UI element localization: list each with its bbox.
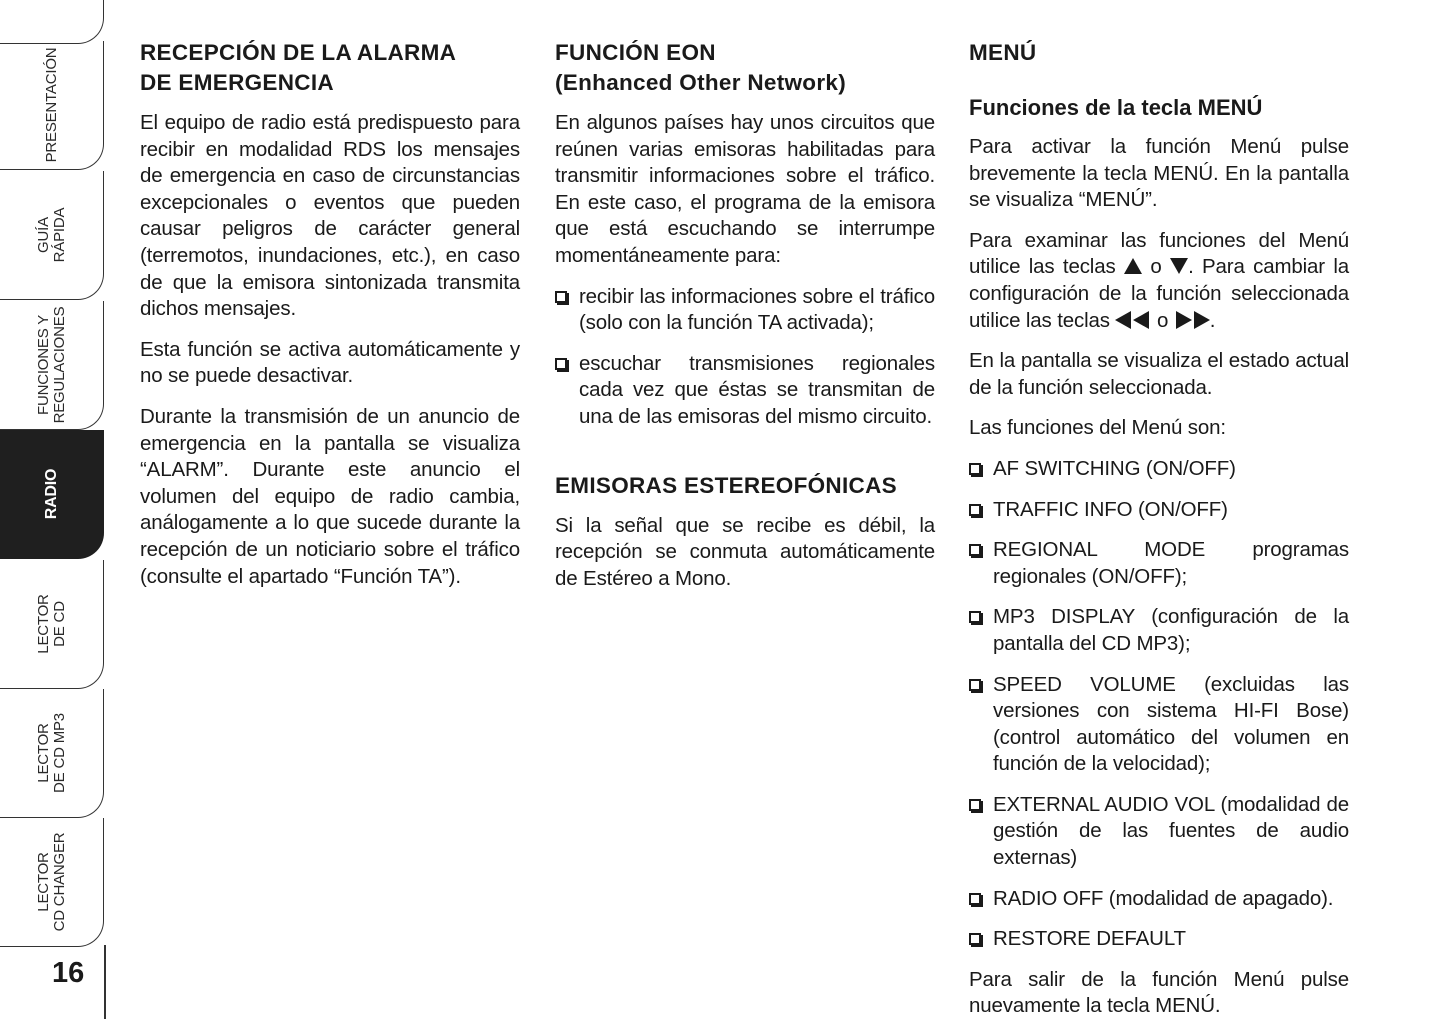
tab-stub	[0, 0, 104, 44]
paragraph: Durante la transmisión de un anuncio de emergencia en la pantalla se visualiza “ALARM”. Durante este anuncio el volumen del equipo de radio cambia, análogamente a lo que sucede durante la recepción de un noticiario sobre el tráfico (consulte el apartado “Función TA”).	[140, 404, 520, 588]
menu-list-item: RESTORE DEFAULT	[969, 926, 1349, 953]
paragraph: Si la señal que se recibe es débil, la recepción se conmuta automáticamente de Estéreo a Mono.	[555, 513, 935, 590]
column-emergency-alarm	[140, 38, 520, 590]
page-number: 16	[52, 957, 85, 989]
tab-lector-cd-mp3[interactable]	[0, 689, 104, 818]
rewind-arrow-icon	[1115, 311, 1131, 329]
down-arrow-icon	[1170, 258, 1188, 274]
checkbox-bullet-icon	[969, 799, 981, 811]
checkbox-bullet-icon	[969, 544, 981, 556]
tab-lector-cd[interactable]	[0, 560, 104, 689]
tab-presentacion[interactable]	[0, 41, 104, 170]
title-line-2: DE EMERGENCIA	[140, 70, 334, 95]
forward-arrow-icon	[1194, 311, 1210, 329]
rewind-arrow-icon	[1133, 311, 1149, 329]
tab-lector-cd-changer[interactable]	[0, 818, 104, 947]
menu-list-item: AF SWITCHING (ON/OFF)	[969, 456, 1349, 483]
menu-list-item: SPEED VOLUME (excluidas las versiones con sistema HI-FI Bose) (control automático del volumen en función de la velocidad);	[969, 672, 1349, 778]
paragraph: En algunos países hay unos circuitos que reúnen varias emisoras habilitadas para transmitir informaciones sobre el tráfico. En este caso, el programa de la emisora que está escuchando se interrumpe momentáneamente para:	[555, 111, 935, 267]
list-item-text: escuchar transmisiones regionales cada vez que éstas se transmitan de una de las emisoras del mismo circuito.	[579, 351, 935, 428]
checkbox-bullet-icon	[555, 291, 567, 303]
checkbox-bullet-icon	[555, 358, 567, 370]
paragraph: En la pantalla se visualiza el estado actual de la función seleccionada.	[969, 349, 1349, 399]
list-item	[555, 351, 935, 431]
paragraph: El equipo de radio está predispuesto para recibir en modalidad RDS los mensajes de emergencia en caso de circunstancias excepcionales o eventos que pueden causar peligros de carácter general (terremotos, inundaciones, etc.), en caso de que la emisora sintonizada transmita dichos mensajes.	[140, 111, 520, 321]
column-eon	[555, 38, 935, 592]
tab-label: GUÍA RÁPIDA	[34, 207, 68, 263]
paragraph: Para salir de la función Menú pulse nuevamente la tecla MENÚ.	[969, 967, 1349, 1018]
tab-label: LECTOR DE CD	[34, 594, 68, 654]
section-title	[555, 38, 935, 98]
checkbox-bullet-icon	[969, 463, 981, 475]
chapter-tabs	[0, 0, 106, 950]
tab-guia-rapida[interactable]	[0, 171, 104, 300]
checkbox-bullet-icon	[969, 611, 981, 623]
margin-line	[104, 945, 106, 1019]
tab-label: LECTOR DE CD MP3	[34, 713, 68, 793]
checkbox-bullet-icon	[969, 679, 981, 691]
section-title: MENÚ	[969, 40, 1037, 65]
tab-label: LECTOR CD CHANGER	[34, 832, 68, 932]
menu-list-item: REGIONAL MODE programas regionales (ON/OFF);	[969, 537, 1349, 590]
up-arrow-icon	[1124, 258, 1142, 274]
paragraph-keys: Para examinar las funciones del Menú utilice las teclas o . Para cambiar la configuración de la función seleccionada utilice las teclas o .	[969, 228, 1350, 332]
checkbox-bullet-icon	[969, 933, 981, 945]
subsection-title: Funciones de la tecla MENÚ	[969, 95, 1263, 120]
menu-list-item: MP3 DISPLAY (configuración de la pantalla del CD MP3);	[969, 604, 1349, 657]
paragraph: Para activar la función Menú pulse brevemente la tecla MENÚ. En la pantalla se visualiza “MENÚ”.	[969, 135, 1349, 212]
list-item-text: recibir las informaciones sobre el tráfico (solo con la función TA activada);	[579, 284, 935, 335]
section-title	[140, 38, 520, 98]
eon-title: FUNCIÓN EON	[555, 40, 716, 65]
tab-label: FUNCIONES Y REGULACIONES	[34, 306, 68, 424]
tab-funciones-regulaciones[interactable]	[0, 301, 104, 430]
menu-list-item: EXTERNAL AUDIO VOL (modalidad de gestión de las fuentes de audio externas)	[969, 792, 1349, 872]
paragraph: Esta función se activa automáticamente y no se puede desactivar.	[140, 337, 520, 388]
tab-label: PRESENTACIÓN	[42, 47, 60, 163]
forward-arrow-icon	[1176, 311, 1192, 329]
title-line-1: RECEPCIÓN DE LA ALARMA	[140, 40, 457, 65]
checkbox-bullet-icon	[969, 504, 981, 516]
tab-label: RADIO	[42, 468, 60, 520]
list-item	[555, 284, 935, 337]
column-menu	[969, 38, 1349, 1020]
menu-list-item: TRAFFIC INFO (ON/OFF)	[969, 497, 1349, 524]
eon-subtitle: (Enhanced Other Network)	[555, 70, 846, 95]
tab-radio[interactable]	[0, 430, 104, 559]
paragraph: Las funciones del Menú son:	[969, 416, 1226, 440]
section-title: EMISORAS ESTEREOFÓNICAS	[555, 472, 897, 498]
checkbox-bullet-icon	[969, 893, 981, 905]
menu-list-item: RADIO OFF (modalidad de apagado).	[969, 886, 1349, 913]
